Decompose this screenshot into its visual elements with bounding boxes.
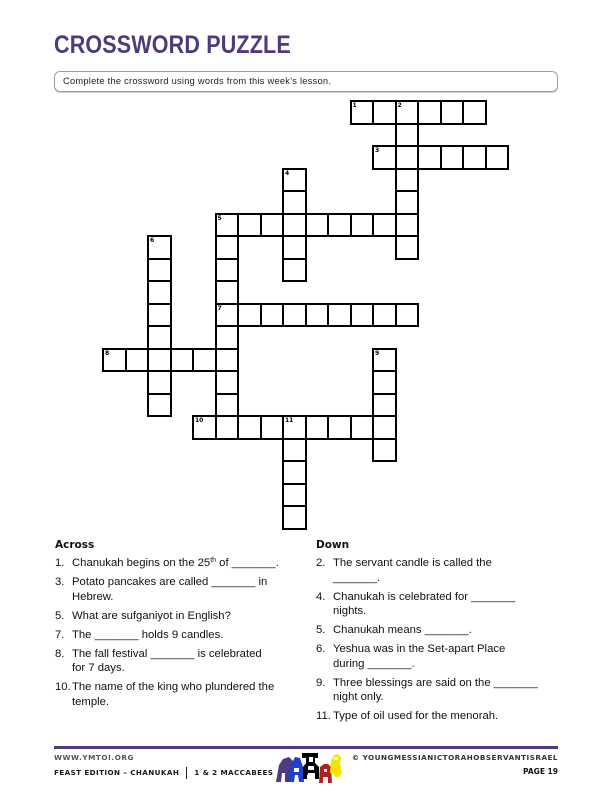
- crossword-cell[interactable]: [147, 303, 172, 328]
- clue-number-label: 9: [375, 349, 380, 357]
- clue-text: The fall festival _______ is celebrated: [72, 647, 262, 660]
- crossword-cell[interactable]: [305, 213, 330, 238]
- crossword-cell[interactable]: [327, 415, 352, 440]
- clue-across-3: [55, 575, 303, 604]
- crossword-cell[interactable]: [485, 145, 510, 170]
- crossword-cell[interactable]: [215, 348, 240, 373]
- crossword-cell[interactable]: [192, 415, 217, 440]
- crossword-cell[interactable]: [372, 393, 397, 418]
- clue-number-label: 6: [150, 237, 155, 244]
- clue-number: 4.: [316, 590, 326, 603]
- clue-number-label: 8: [105, 349, 110, 357]
- clue-text: The name of the king who plundered the: [72, 681, 275, 693]
- crossword-cell[interactable]: [372, 348, 397, 373]
- footer-website: WWW.YMTOI.ORG: [54, 753, 135, 762]
- crossword-cell[interactable]: [282, 483, 307, 508]
- crossword-cell[interactable]: [260, 213, 285, 238]
- footer-left: [54, 753, 309, 779]
- crossword-cell[interactable]: [462, 100, 487, 125]
- crossword-cell[interactable]: [215, 393, 240, 418]
- crossword-cell[interactable]: [305, 415, 330, 440]
- crossword-cell[interactable]: [372, 303, 397, 328]
- clue-number: 7.: [55, 628, 65, 641]
- clue-number-label: 5: [217, 214, 222, 222]
- clue-across-7: [55, 628, 303, 643]
- crossword-cell[interactable]: [215, 415, 240, 440]
- crossword-cell[interactable]: [147, 370, 172, 395]
- clue-text: Hebrew.: [72, 590, 114, 603]
- crossword-cell[interactable]: [372, 100, 397, 125]
- clue-text: The servant candle is called the: [333, 557, 492, 569]
- clue-text: nights.: [333, 605, 367, 617]
- crossword-cell[interactable]: [350, 100, 375, 125]
- crossword-cell[interactable]: [237, 213, 262, 238]
- crossword-cell[interactable]: [282, 303, 307, 328]
- crossword-cell[interactable]: [260, 303, 285, 328]
- clue-text: What are sufganiyot in English?: [72, 609, 231, 622]
- crossword-cell[interactable]: [192, 348, 217, 373]
- clue-text: Chanukah means _______.: [333, 624, 472, 636]
- clue-text: during _______.: [333, 657, 415, 670]
- crossword-cell[interactable]: [372, 370, 397, 395]
- crossword-cell[interactable]: [440, 145, 465, 170]
- crossword-cell[interactable]: [417, 145, 442, 170]
- clue-number: 9.: [316, 676, 326, 689]
- crossword-cell[interactable]: [327, 213, 352, 238]
- crossword-cell[interactable]: [260, 415, 285, 440]
- crossword-cell[interactable]: [147, 348, 172, 373]
- clue-down-6: [316, 642, 561, 671]
- clue-across-10: [55, 680, 303, 709]
- crossword-cell[interactable]: [237, 303, 262, 328]
- instructions-text: Complete the crossword using words from this week's lesson.: [63, 76, 332, 86]
- clue-number-label: 4: [285, 169, 290, 177]
- down-heading: Down: [316, 539, 350, 551]
- ordinal-superscript: th: [210, 557, 217, 564]
- crossword-cell[interactable]: [372, 145, 397, 170]
- crossword-cell[interactable]: [147, 325, 172, 350]
- crossword-cell[interactable]: [305, 303, 330, 328]
- clue-number: 1.: [55, 557, 65, 569]
- crossword-cell[interactable]: [282, 460, 307, 485]
- clue-number-label: 2: [397, 102, 402, 109]
- crossword-cell[interactable]: [147, 280, 172, 305]
- clue-number: 8.: [55, 647, 65, 660]
- crossword-cell[interactable]: [282, 505, 307, 530]
- crossword-cell[interactable]: [440, 100, 465, 125]
- clue-number-label: 10: [195, 417, 204, 424]
- clue-number: 5.: [55, 609, 65, 622]
- crossword-cell[interactable]: [395, 190, 420, 215]
- clue-down-2: [316, 556, 561, 585]
- crossword-cell[interactable]: [170, 348, 195, 373]
- clue-down-5: [316, 623, 561, 638]
- footer-edition-info: [54, 767, 309, 779]
- clue-across-5: [55, 609, 303, 624]
- clue-text-part: of _______.: [216, 557, 279, 569]
- crossword-cell[interactable]: [215, 325, 240, 350]
- clue-text: Three blessings are said on the _______: [333, 676, 538, 689]
- clue-text: The _______ holds 9 candles.: [72, 628, 224, 641]
- crossword-cell[interactable]: [215, 280, 240, 305]
- ymtoi-logo-icon: [273, 749, 343, 783]
- crossword-cell[interactable]: [350, 213, 375, 238]
- clue-number-label: 11: [285, 417, 294, 424]
- crossword-cell[interactable]: [327, 303, 352, 328]
- clue-text: for 7 days.: [72, 662, 125, 674]
- crossword-cell[interactable]: [102, 348, 127, 373]
- clue-number-label: 3: [375, 147, 380, 154]
- page-title: CROSSWORD PUZZLE: [54, 31, 291, 59]
- footer-edition: FEAST EDITION – CHANUKAH: [54, 768, 180, 777]
- clue-number: 6.: [316, 643, 326, 655]
- clue-text: _______.: [333, 571, 381, 584]
- across-heading: Across: [55, 539, 95, 551]
- crossword-cell[interactable]: [395, 235, 420, 260]
- crossword-cell[interactable]: [372, 415, 397, 440]
- crossword-cell[interactable]: [372, 438, 397, 463]
- crossword-cell[interactable]: [282, 213, 307, 238]
- clue-across-8: [55, 647, 303, 676]
- crossword-cell[interactable]: [215, 370, 240, 395]
- clue-down-11: [316, 709, 561, 724]
- crossword-cell[interactable]: [125, 348, 150, 373]
- clue-text: Chanukah is celebrated for _______: [333, 590, 516, 603]
- crossword-cell[interactable]: [282, 258, 307, 283]
- crossword-cell[interactable]: [147, 258, 172, 283]
- crossword-cell[interactable]: [215, 258, 240, 283]
- crossword-cell[interactable]: [215, 213, 240, 238]
- crossword-cell[interactable]: [282, 235, 307, 260]
- clue-text: night only.: [333, 691, 384, 703]
- clue-number: 10.: [55, 681, 71, 693]
- clue-number: 3.: [55, 576, 65, 588]
- crossword-cell[interactable]: [395, 168, 420, 193]
- crossword-cell[interactable]: [350, 415, 375, 440]
- crossword-cell[interactable]: [395, 303, 420, 328]
- clue-across-1: [55, 556, 303, 571]
- clue-text-part: Chanukah begins on the 25: [72, 557, 211, 569]
- footer-copyright: © YOUNGMESSIANICTORAHOBSERVANTISRAEL: [351, 753, 558, 762]
- crossword-cell[interactable]: [417, 100, 442, 125]
- footer-separator: [186, 767, 187, 779]
- footer-book: 1 & 2 MACCABEES: [194, 768, 274, 777]
- page-number: PAGE 19: [523, 767, 558, 776]
- clue-down-4: [316, 590, 561, 619]
- clue-number-label: 7: [217, 304, 222, 312]
- clue-number: 11.: [316, 710, 331, 722]
- crossword-cell[interactable]: [372, 213, 397, 238]
- clue-number: 2.: [316, 557, 326, 569]
- crossword-cell[interactable]: [282, 438, 307, 463]
- down-clues: [316, 538, 561, 728]
- crossword-cell[interactable]: [395, 213, 420, 238]
- crossword-cell[interactable]: [282, 168, 307, 193]
- clue-number: 5.: [316, 624, 326, 636]
- crossword-cell[interactable]: [395, 100, 420, 125]
- crossword-cell[interactable]: [147, 235, 172, 260]
- crossword-cell[interactable]: [282, 415, 307, 440]
- clue-text: Yeshua was in the Set-apart Place: [333, 643, 506, 655]
- clue-number-label: 1: [352, 102, 357, 109]
- crossword-cell[interactable]: [462, 145, 487, 170]
- crossword-cell[interactable]: [237, 415, 262, 440]
- clue-text: [72, 556, 303, 571]
- clue-down-9: [316, 676, 561, 705]
- crossword-cell[interactable]: [147, 393, 172, 418]
- crossword-cell[interactable]: [215, 235, 240, 260]
- clue-text: Type of oil used for the menorah.: [333, 710, 499, 722]
- clue-text: Potato pancakes are called _______ in: [72, 576, 268, 588]
- crossword-cell[interactable]: [350, 303, 375, 328]
- crossword-cell[interactable]: [215, 303, 240, 328]
- footer-right: [352, 753, 558, 777]
- crossword-cell[interactable]: [395, 123, 420, 148]
- crossword-cell[interactable]: [395, 145, 420, 170]
- clue-text: temple.: [72, 695, 110, 708]
- across-clues: [55, 538, 303, 714]
- crossword-cell[interactable]: [282, 190, 307, 215]
